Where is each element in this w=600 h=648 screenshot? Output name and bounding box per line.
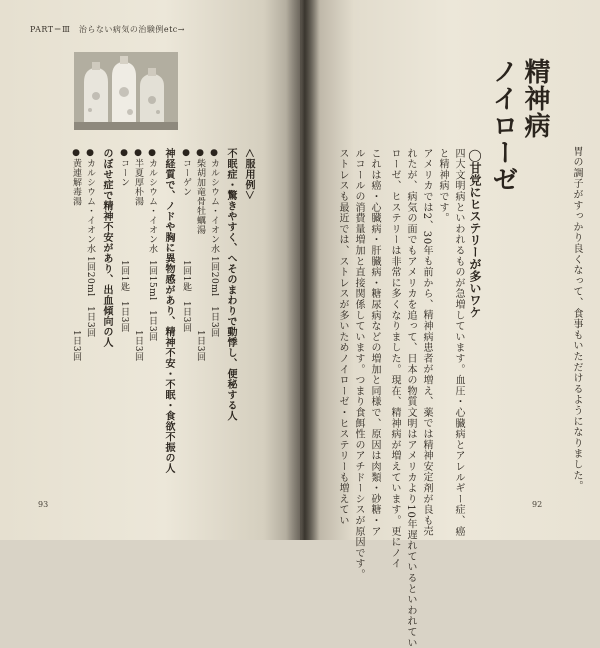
case2-dose-3: 1回1匙 1日3回 (119, 260, 129, 333)
part-header: PART＝Ⅲ 治らない病気の治験例etc→ (30, 25, 185, 34)
chapter-title-line1: 精神病 (520, 58, 550, 139)
case3-remedy-2: ●黄連解毒湯 (71, 148, 81, 206)
body-line: ストレスも最近では、ストレスが多いためノイローゼ・ヒステリーも増えてい (337, 148, 348, 526)
book-gutter (286, 0, 320, 540)
case2-dose-1: 1回15ml 1日3回 (147, 260, 157, 342)
body-line: ルコールの消費量増加と直接関係しています。つまり食餌性のアチドーシスが原因です。 (353, 148, 364, 580)
case1-condition: 不眠症・驚きやすく、へそのまわりで動悸し、便秘する人 (225, 148, 236, 421)
case1-dose-1: 1回20ml 1日3回 (209, 256, 219, 338)
case2-condition: 神経質で、ノドや胸に異物感があり、精神不安・不眠・食欲不振の人 (163, 148, 174, 474)
case3-remedy-1: ●カルシウム・イオン水 (85, 148, 95, 254)
case2-dose-2: 1日3回 (133, 330, 143, 362)
right-page (300, 0, 600, 648)
case3-condition: のぼせ症で精神不安があり、出血傾向の人 (101, 148, 112, 348)
coragen-dose: 1回1匙 1日3回 (181, 260, 191, 333)
case2-remedy-3: ●コーン (119, 148, 129, 187)
case1-dose-2: 1日3回 (195, 330, 205, 362)
previous-paragraph-line: 胃の調子がすっかり良くなって、食事もいただけるようになりました。 (571, 146, 582, 492)
case1-remedy-1: ●カルシウム・イオン水 (209, 148, 219, 254)
body-line: アメリカでは2、30年も前から、精神病患者が増え、薬では精神安定剤が良も売 (421, 148, 432, 537)
body-line: これは癌・心臓病・肝臓病・糖尿病などの増加と同様で、原因は肉類・砂糖・ア (369, 148, 380, 537)
body-line: 四大文明病といわれるものが急増しています。血圧・心臓病とアレルギー症、癌 (453, 148, 464, 537)
body-line: ローゼ、ヒステリーは非常に多くなりました。現在、精神病が増えています。更にノイ (389, 148, 400, 570)
page-number-right: 92 (532, 500, 543, 509)
body-line: と精神病です。 (437, 148, 448, 224)
case2-remedy-2: ●半夏厚朴湯 (133, 148, 143, 206)
chapter-title-line2: ノイローゼ (488, 58, 518, 193)
page-number-left: 93 (38, 500, 49, 509)
section-subhead: ◯甘党にヒステリーが多いワケ (468, 148, 482, 318)
dosage-title: ＜服用例＞ (243, 148, 254, 201)
figurines-photo (74, 52, 178, 130)
case1-item-coragen: ●コーゲン (181, 148, 191, 197)
left-page (0, 0, 300, 540)
body-line: れたが、病気の面でもアメリカを追って、日本の物質文明はアメリカより10年遅れているといわれてい (405, 148, 416, 648)
case3-dose-2: 1日3回 (71, 330, 81, 362)
case3-dose-1: 1回20ml 1日3回 (85, 256, 95, 338)
case1-remedy-2: ●柴胡加竜骨牡蠣湯 (195, 148, 205, 235)
case2-remedy-1: ●カルシウム・イオン水 (147, 148, 157, 254)
